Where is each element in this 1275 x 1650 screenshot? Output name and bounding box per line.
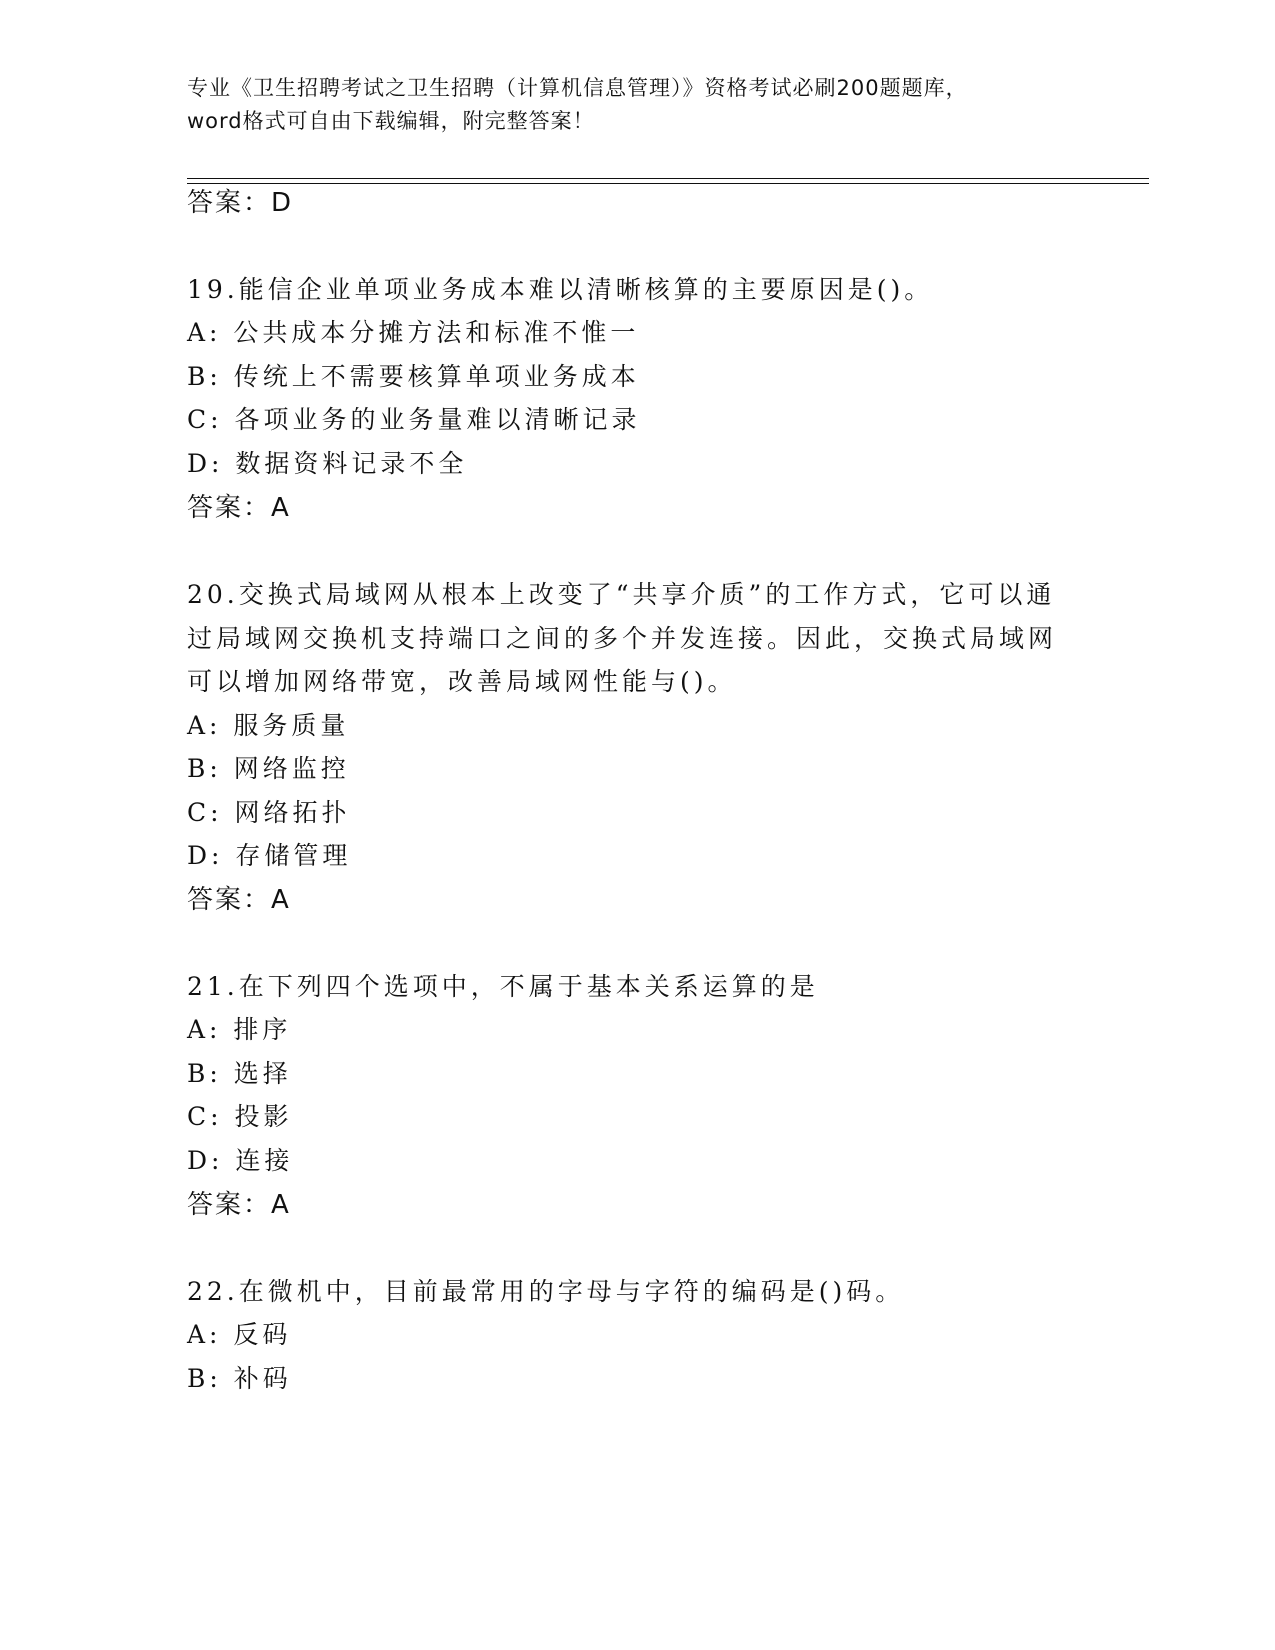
q21-option-c: C: 投影 <box>187 1102 293 1131</box>
q19-option-a: A: 公共成本分摊方法和标准不惟一 <box>187 318 640 347</box>
header-divider-bottom <box>187 183 1149 184</box>
header-line-2: word格式可自由下载编辑，附完整答案！ <box>187 109 595 133</box>
q20-answer: 答案：A <box>187 885 291 915</box>
q20-stem-line-1: 20.交换式局域网从根本上改变了“共享介质”的工作方式，它可以通 <box>187 580 1056 609</box>
q21-answer: 答案：A <box>187 1190 291 1220</box>
q20-stem-line-2: 过局域网交换机支持端口之间的多个并发连接。因此，交换式局域网 <box>187 624 1058 653</box>
q22-stem: 22.在微机中，目前最常用的字母与字符的编码是()码。 <box>187 1277 905 1306</box>
q19-option-d: D: 数据资料记录不全 <box>187 449 468 478</box>
q19-option-c: C: 各项业务的业务量难以清晰记录 <box>187 405 641 434</box>
q19-answer: 答案：A <box>187 493 291 523</box>
q20-option-a: A: 服务质量 <box>187 711 350 740</box>
q21-option-b: B: 选择 <box>187 1059 292 1088</box>
q19-option-b: B: 传统上不需要核算单项业务成本 <box>187 362 640 391</box>
document-header <box>187 72 1087 138</box>
q22-option-b: B: 补码 <box>187 1364 292 1393</box>
q19-stem: 19.能信企业单项业务成本难以清晰核算的主要原因是()。 <box>187 275 934 304</box>
q20-stem-line-3: 可以增加网络带宽，改善局域网性能与()。 <box>187 667 737 696</box>
q20-option-c: C: 网络拓扑 <box>187 798 351 827</box>
q21-option-d: D: 连接 <box>187 1146 294 1175</box>
header-line-1: 专业《卫生招聘考试之卫生招聘（计算机信息管理）》资格考试必刷200题题库， <box>187 76 968 100</box>
answer-previous: 答案：D <box>187 188 294 218</box>
q21-stem: 21.在下列四个选项中，不属于基本关系运算的是 <box>187 972 819 1001</box>
q22-option-a: A: 反码 <box>187 1320 292 1349</box>
header-divider-top <box>187 178 1149 179</box>
q20-option-b: B: 网络监控 <box>187 754 350 783</box>
q20-option-d: D: 存储管理 <box>187 841 352 870</box>
q21-option-a: A: 排序 <box>187 1015 292 1044</box>
